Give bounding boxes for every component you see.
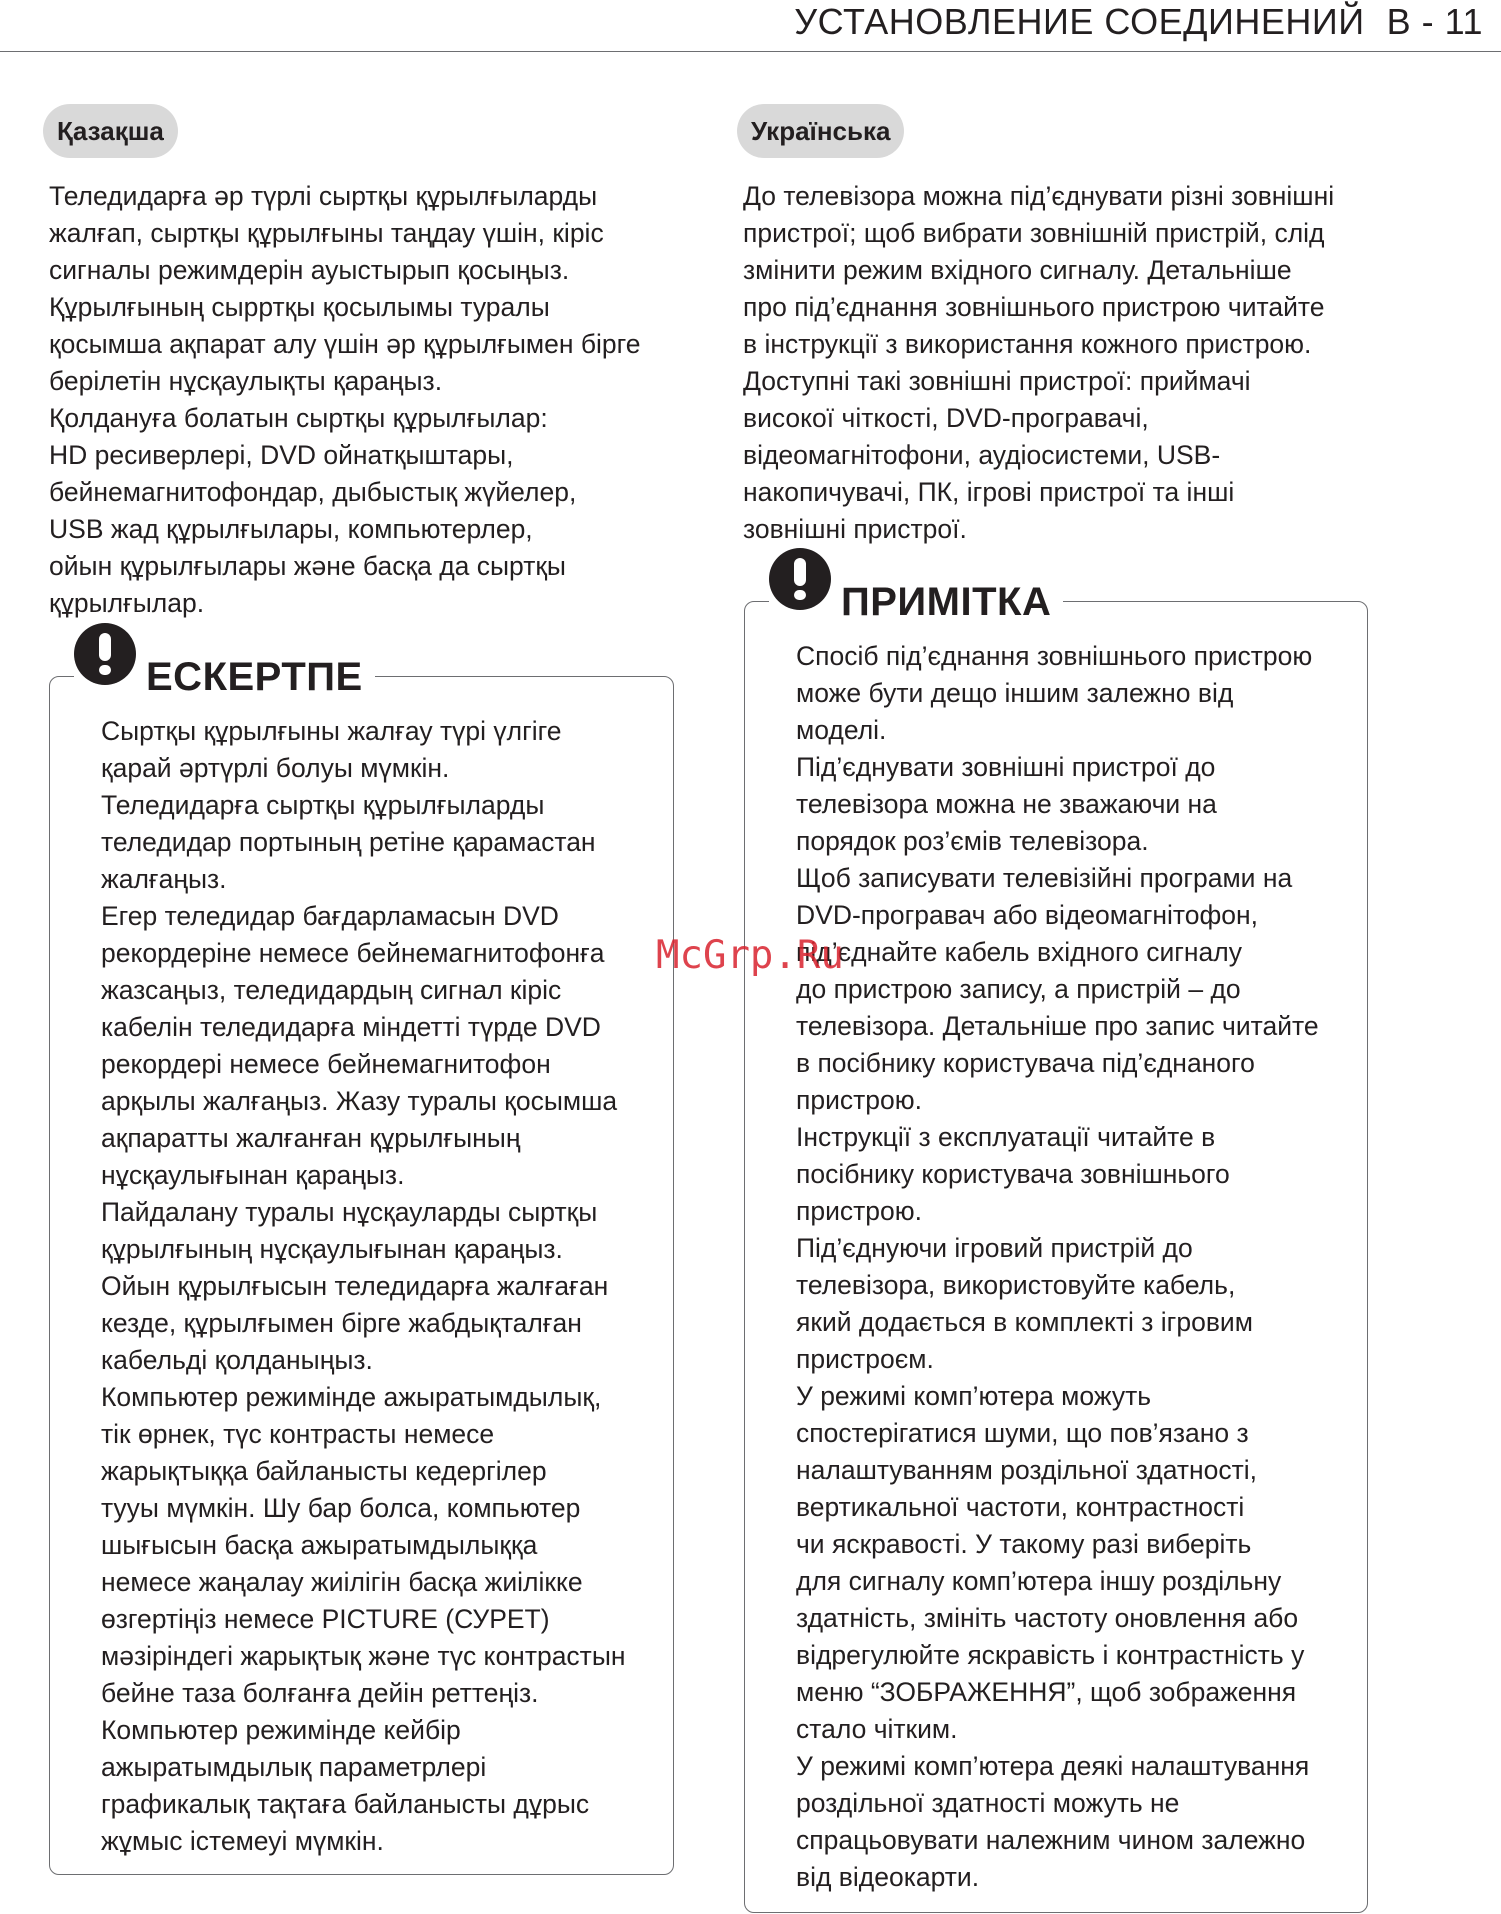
note-line: немесе жаңалау жиілігін басқа жиілікке xyxy=(101,1567,583,1597)
ukrainian-column xyxy=(737,104,1377,548)
exclamation-icon xyxy=(74,623,136,685)
note-line: Компьютер режимінде ажыратымдылық, xyxy=(101,1382,602,1412)
text-line: Қолдануға болатын сыртқы құрылғылар: xyxy=(49,403,548,433)
note-line: який додається в комплекті з ігровим xyxy=(796,1307,1253,1337)
note-line: рекордері немесе бейнемагнитофон xyxy=(101,1049,551,1079)
note-line: ақпаратты жалғанған құрылғының xyxy=(101,1123,521,1153)
note-line: Спосіб під’єднання зовнішнього пристрою xyxy=(796,641,1313,671)
note-line: кабельді қолданыңыз. xyxy=(101,1345,373,1375)
note-line: Ойын құрылғысын теледидарға жалғаған xyxy=(101,1271,609,1301)
note-line: тууы мүмкін. Шу бар болса, компьютер xyxy=(101,1493,581,1523)
note-line: для сигналу комп’ютера іншу роздільну xyxy=(796,1566,1282,1596)
note-line: Егер теледидар бағдарламасын DVD xyxy=(101,901,559,931)
note-line: Компьютер режимінде кейбір xyxy=(101,1715,461,1745)
note-line: жарықтыққа байланысты кедергілер xyxy=(101,1456,547,1486)
exclamation-icon xyxy=(769,548,831,610)
ukrainian-note-heading xyxy=(769,548,1063,624)
ukrainian-note-body xyxy=(796,638,1319,1896)
note-line: Інструкції з експлуатації читайте в xyxy=(796,1122,1216,1152)
note-line: телевізора. Детальніше про запис читайте xyxy=(796,1011,1319,1041)
note-line: шығысын басқа ажыратымдылыққа xyxy=(101,1530,538,1560)
kazakh-note-heading xyxy=(74,623,375,699)
note-line: DVD-програвач або відеомагнітофон, xyxy=(796,900,1259,930)
note-line: меню “ЗОБРАЖЕННЯ”, щоб зображення xyxy=(796,1677,1297,1707)
language-label-ukrainian: Українська xyxy=(737,104,904,158)
note-line: до пристрою запису, а пристрій – до xyxy=(796,974,1241,1004)
note-line: налаштуванням роздільної здатності, xyxy=(796,1455,1258,1485)
kazakh-note-box xyxy=(49,655,674,1875)
note-line: може бути дещо іншим залежно від xyxy=(796,678,1234,708)
text-line: бейнемагнитофондар, дыбыстық жүйелер, xyxy=(49,477,577,507)
header-title-row xyxy=(794,0,1483,44)
note-line: під’єднайте кабель вхідного сигналу xyxy=(796,937,1243,967)
note-line: відрегулюйте яскравість і контрастність у xyxy=(796,1640,1305,1670)
note-line: телевізора можна не зважаючи на xyxy=(796,789,1217,819)
page-header xyxy=(0,0,1501,52)
note-line: посібнику користувача зовнішнього xyxy=(796,1159,1230,1189)
note-line: жалғаңыз. xyxy=(101,864,227,894)
note-line: жазсаңыз, теледидардың сигнал кіріс xyxy=(101,975,562,1005)
note-line: телевізора, використовуйте кабель, xyxy=(796,1270,1236,1300)
note-line: моделі. xyxy=(796,715,887,745)
note-line: теледидар портының ретіне қарамастан xyxy=(101,827,596,857)
text-line: сигналы режимдерін ауыстырып қосыңыз. xyxy=(49,255,570,285)
note-line: У режимі комп’ютера можуть xyxy=(796,1381,1152,1411)
text-line: про під’єднання зовнішнього пристрою читайте xyxy=(743,292,1325,322)
note-line: жұмыс істемеуі мүмкін. xyxy=(101,1826,384,1856)
kazakh-column xyxy=(43,104,683,622)
kazakh-body-text xyxy=(43,178,683,622)
note-title-ukrainian: ПРИМІТКА xyxy=(841,580,1052,624)
note-line: пристроєм. xyxy=(796,1344,934,1374)
text-line: Теледидарға әр түрлі сыртқы құрылғыларды xyxy=(49,181,598,211)
watermark: McGrp.Ru xyxy=(656,933,844,978)
note-line: пристрою. xyxy=(796,1196,922,1226)
note-line: құрылғының нұсқаулығынан қараңыз. xyxy=(101,1234,563,1264)
note-title-kazakh: ЕСКЕРТПЕ xyxy=(146,655,363,699)
text-line: қосымша ақпарат алу үшін әр құрылғымен бірге xyxy=(49,329,641,359)
ukrainian-body-text xyxy=(737,178,1377,548)
note-line: кабелін теледидарға міндетті түрде DVD xyxy=(101,1012,601,1042)
note-line: рекордеріне немесе бейнемагнитофонға xyxy=(101,938,605,968)
section-title: УСТАНОВЛЕНИЕ СОЕДИНЕНИЙ xyxy=(794,1,1365,42)
note-line: спрацьовувати належним чином залежно xyxy=(796,1825,1306,1855)
note-line: мәзіріндегі жарықтық және түс контрастын xyxy=(101,1641,626,1671)
text-line: До телевізора можна під’єднувати різні зовнішні xyxy=(743,181,1335,211)
note-line: Щоб записувати телевізійні програми на xyxy=(796,863,1293,893)
text-line: құрылғылар. xyxy=(49,588,205,618)
note-line: Пайдалану туралы нұсқауларды сыртқы xyxy=(101,1197,598,1227)
note-line: Сыртқы құрылғыны жалғау түрі үлгіге xyxy=(101,716,562,746)
text-line: відеомагнітофони, аудіосистеми, USB- xyxy=(743,440,1221,470)
note-line: нұсқаулығынан қараңыз. xyxy=(101,1160,405,1190)
text-line: в інструкції з використання кожного пристрою. xyxy=(743,329,1312,359)
note-line: роздільної здатності можуть не xyxy=(796,1788,1180,1818)
text-line: Құрылғының сырртқы қосылымы туралы xyxy=(49,292,550,322)
text-line: жалғап, сыртқы құрылғыны таңдау үшін, кіріс xyxy=(49,218,604,248)
ukrainian-note-box xyxy=(744,580,1368,1913)
note-line: қарай әртүрлі болуы мүмкін. xyxy=(101,753,450,783)
note-line: өзгертіңіз немесе PICTURE (СУРЕТ) xyxy=(101,1604,550,1634)
note-line: здатність, змініть частоту оновлення або xyxy=(796,1603,1299,1633)
text-line: зовнішні пристрої. xyxy=(743,514,967,544)
note-line: вертикальної частоти, контрастності xyxy=(796,1492,1245,1522)
text-line: Доступні такі зовнішні пристрої: приймачі xyxy=(743,366,1251,396)
note-line: кезде, құрылғымен бірге жабдықталған xyxy=(101,1308,582,1338)
note-line: тік өрнек, түс контрасты немесе xyxy=(101,1419,495,1449)
note-line: ажыратымдылық параметрлері xyxy=(101,1752,487,1782)
note-line: пристрою. xyxy=(796,1085,922,1115)
note-line: графикалық тақтаға байланысты дұрыс xyxy=(101,1789,590,1819)
note-line: порядок роз’ємів телевізора. xyxy=(796,826,1149,856)
text-line: USB жад құрылғылары, компьютерлер, xyxy=(49,514,533,544)
text-line: HD ресиверлері, DVD ойнатқыштары, xyxy=(49,440,514,470)
text-line: ойын құрылғылары және басқа да сыртқы xyxy=(49,551,566,581)
page-number: B - 11 xyxy=(1386,1,1483,42)
note-line: в посібнику користувача під’єднаного xyxy=(796,1048,1255,1078)
text-line: накопичувачі, ПК, ігрові пристрої та інші xyxy=(743,477,1235,507)
text-line: високої чіткості, DVD-програвачі, xyxy=(743,403,1149,433)
note-line: бейне таза болғанға дейін реттеңіз. xyxy=(101,1678,539,1708)
note-line: Під’єднуючи ігровий пристрій до xyxy=(796,1233,1193,1263)
text-line: змінити режим вхідного сигналу. Детальніше xyxy=(743,255,1292,285)
note-line: Теледидарға сыртқы құрылғыларды xyxy=(101,790,545,820)
kazakh-note-body xyxy=(101,713,626,1860)
text-line: берілетін нұсқаулықты қараңыз. xyxy=(49,366,443,396)
note-line: арқылы жалғаңыз. Жазу туралы қосымша xyxy=(101,1086,618,1116)
note-line: Під’єднувати зовнішні пристрої до xyxy=(796,752,1216,782)
note-line: від відеокарти. xyxy=(796,1862,980,1892)
text-line: пристрої; щоб вибрати зовнішній пристрій, слід xyxy=(743,218,1325,248)
note-line: спостерігатися шуми, що пов’язано з xyxy=(796,1418,1249,1448)
language-label-kazakh: Қазақша xyxy=(43,104,178,158)
note-line: У режимі комп’ютера деякі налаштування xyxy=(796,1751,1310,1781)
note-line: чи яскравості. У такому разі виберіть xyxy=(796,1529,1252,1559)
note-line: стало чітким. xyxy=(796,1714,958,1744)
